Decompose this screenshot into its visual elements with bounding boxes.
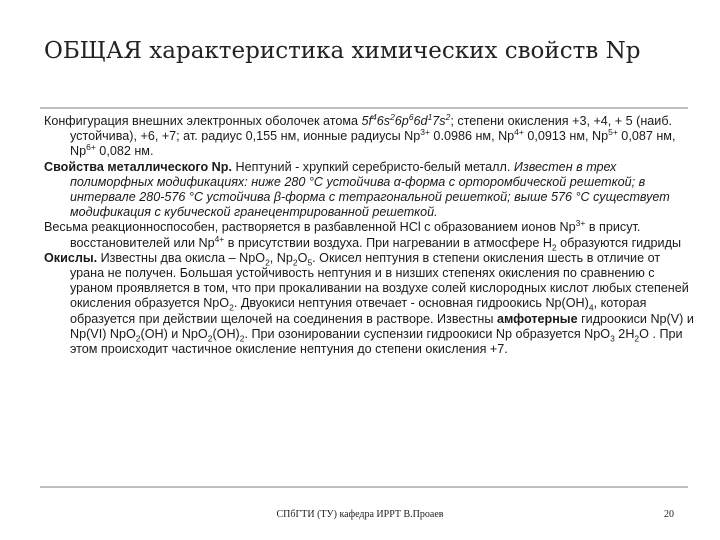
text-span: 6p (394, 114, 409, 128)
text-span: O . При этом происходит частичное окисление нептуния до степени окисления +7. (70, 326, 683, 357)
text-span: . Окисел нептуния в степени окисления шесть в отличие от урана не получен. Большая устойчивость нептуния и в низших степенях окисления по сравнению с ураном проявляется в том, что при прокаливании на воздухе солей кислородных кислот любых степеней окисления образуется NpO (70, 250, 689, 311)
text-span: , Np (269, 250, 293, 265)
bold-heading: Окислы. (44, 250, 98, 265)
text-span: . Двуокиси нептуния отвечает - основная гидроокись Np(OH) (233, 296, 589, 311)
text-span: , которая образуется при действии щелочей на соединения в растворе. Известны (70, 296, 647, 326)
paragraph-reactivity (44, 218, 694, 253)
paragraph-oxides (44, 251, 694, 357)
text-span: (OH) и NpO (140, 326, 208, 341)
text-span: 6s (376, 114, 391, 128)
superscript: 6 (408, 111, 414, 122)
subscript: 5 (307, 257, 313, 268)
text-span: в присут. восстановителей или Np (70, 220, 641, 250)
subscript: 2 (229, 302, 234, 313)
text-span: 2H (614, 326, 635, 341)
text-span: 0,082 нм. (95, 144, 154, 159)
subscript: 2 (135, 333, 141, 344)
paragraph-configuration (44, 111, 694, 160)
superscript: 4 (372, 111, 377, 122)
text-span: гидроокиси Np(V) и Np(VI) NpO (70, 311, 694, 341)
subscript: 3 (610, 333, 615, 344)
slide-body (44, 111, 694, 357)
italic-text: Известен в трех полиморфных модификациях: ниже 280 °С устойчива α-форма с орторомбической решеткой; в интервале 280-576 °С устойчива β-форма с тетрагональной решеткой; выше 576 °С существует модификация с кубической гранецентрированной решеткой. (70, 159, 670, 220)
superscript: 1 (427, 111, 433, 122)
subscript: 2 (239, 333, 245, 344)
superscript: 3+ (420, 127, 430, 138)
text-span: Известны два окисла – NpO (97, 250, 266, 265)
text-span: O (297, 250, 308, 265)
superscript: 3+ (575, 218, 586, 229)
text-span: 0.0986 нм, Np (429, 129, 515, 144)
text-span: 5f (361, 114, 373, 128)
superscript: 2 (445, 111, 451, 122)
slide-title: ОБЩАЯ характеристика химических свойств Np (44, 38, 641, 64)
text-span: 6d (413, 114, 428, 128)
subscript: 4 (588, 302, 594, 313)
text-span: 0,0913 нм, Np (523, 129, 609, 144)
bold-heading: Свойства металлического Np. (44, 159, 232, 174)
superscript: 2 (390, 111, 395, 122)
superscript: 6+ (86, 142, 96, 153)
text-span: в присутствии воздуха. При нагревании в атмосфере H (224, 235, 552, 250)
text-span: Весьма реакционноспособен, растворяется в разбавленной HCl с образованием ионов Np (44, 220, 576, 235)
subscript: 2 (634, 333, 640, 344)
superscript: 4+ (214, 233, 225, 244)
subscript: 2 (207, 333, 213, 344)
subscript: 2 (265, 257, 270, 268)
subscript: 2 (292, 257, 298, 268)
text-span: (OH) (212, 326, 240, 341)
superscript: 4+ (514, 127, 524, 138)
text-span: Конфигурация внешних электронных оболочек атома (44, 114, 362, 128)
footer-text: СПбГТИ (ТУ) кафедра ИРРТ В.Проаев (276, 509, 444, 520)
paragraph-metal-properties (44, 160, 694, 221)
text-span: Нептуний - хрупкий серебристо-белый металл. (231, 159, 514, 174)
text-span: 7s (432, 114, 446, 128)
page-number: 20 (664, 509, 674, 520)
text-span: 0,087 нм, Np (70, 129, 676, 159)
footer-divider (40, 486, 688, 488)
text-span: . При озонировании суспензии гидроокиси Np образуется NpO (244, 326, 611, 341)
superscript: 5+ (608, 127, 618, 138)
subscript: 2 (551, 242, 557, 253)
title-divider (40, 107, 688, 109)
text-span: ; степени окисления +3, +4, + 5 (наиб. устойчива), +6, +7; ат. радиус 0,155 нм, ионные радиусы Np (70, 114, 673, 144)
bold-term: амфотерные (496, 311, 578, 326)
text-span: образуются гидриды (556, 235, 681, 250)
